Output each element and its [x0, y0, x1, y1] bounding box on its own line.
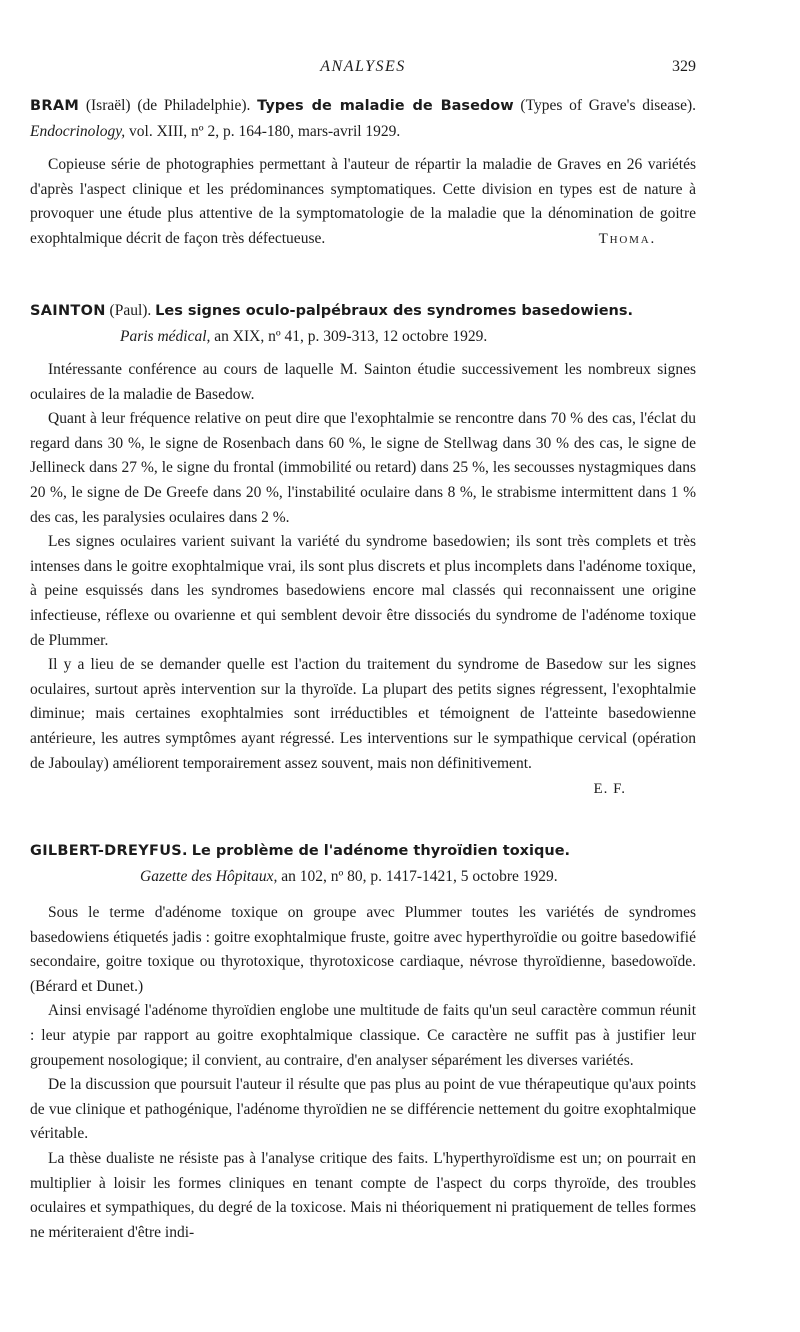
article-journal: Gazette des Hôpitaux, — [140, 868, 278, 885]
article-gilbert-dreyfus — [30, 838, 696, 1245]
article-title: Le problème de l'adénome thyroïdien toxique. — [191, 843, 571, 859]
article-journal: Endocrinology, — [30, 123, 126, 140]
article-citation-ref — [30, 324, 696, 349]
article-paragraph: Copieuse série de photographies permettant à l'auteur de répartir la maladie de Graves en 26 variétés d'après l'aspect clinique et les prédominances symptomatiques. Cette division en types est de nature à provoquer une étude plus attentive de la symptomatologie de la maladie que la dénomination de goitre exophtalmique décrit de façon très défectueuse. — [30, 156, 696, 247]
article-sainton — [30, 298, 696, 802]
article-paragraph: Ainsi envisagé l'adénome thyroïdien englobe une multitude de faits qu'un seul caractère commun réunit : leur atypie par rapport au goitre exophtalmique classique. Ce caractère ne suffit pas à justifier leur groupement nosologique; il convient, au contraire, d'en analyser séparément les diverses variétés. — [30, 1002, 696, 1069]
article-signature: Thoma. — [598, 231, 656, 248]
article-author: BRAM — [30, 98, 80, 114]
article-author-detail: (Paul). — [109, 302, 152, 319]
article-paragraph: Les signes oculaires varient suivant la variété du syndrome basedowien; ils sont très complets et très intenses dans le goitre exophtalmique vrai, ils sont plus discrets et plus incomplets dans l'adénome toxique, à peine esquissés dans les syndromes basedowiens encore mal classés qui reconnaissent une origine infectieuse, réflexe ou ovarienne et qui semblent devoir être dissociés du syndrome de l'adénome toxique de Plummer. — [30, 533, 696, 649]
article-paragraph: Il y a lieu de se demander quelle est l'action du traitement du syndrome de Basedow sur les signes oculaires, surtout après intervention sur la thyroïde. La plupart des petits signes régressent, l'exophtalmie diminue; mais certaines exophtalmies sont irréductibles et témoignent de l'atteinte basedowienne antérieure, les autres symptômes ayant régressé. Les interventions sur le sympathique cervical (opération de Jaboulay) améliorent temporairement assez souvent, mais non définitivement. — [30, 656, 696, 772]
article-citation — [30, 298, 696, 324]
article-bram — [30, 93, 696, 252]
article-citation — [30, 93, 696, 144]
article-paragraph: Quant à leur fréquence relative on peut dire que l'exophtalmie se rencontre dans 70 % des cas, l'éclat du regard dans 30 %, le signe de Rosenbach dans 60 %, le signe de Stellwag dans 30 % des cas, le signe de Jellineck dans 27 %, le signe du frontal (immobilité ou retard) dans 25 %, les secousses nystagmiques dans 20 %, le signe de De Greefe dans 20 %, l'instabilité oculaire dans 8 %, le strabisme intermittent dans 1 % des cas, les paralysies oculaires dans 2 %. — [30, 410, 696, 526]
article-citation-ref — [30, 864, 696, 889]
article-paragraph: Sous le terme d'adénome toxique on groupe avec Plummer toutes les variétés de syndromes basedowiens étiquetés jadis : goitre exophtalmique fruste, goitre avec hyperthyroïdie ou goitre basedowifié secondaire, goitre toxique ou thyrotoxique, thyrotoxicose cardiaque, névrose thyroïdienne, basedowoïde. (Bérard et Dunet.) — [30, 904, 696, 995]
article-author: SAINTON — [30, 303, 106, 319]
running-title: ANALYSES — [320, 58, 406, 75]
article-paragraph: De la discussion que poursuit l'auteur il résulte que pas plus au point de vue thérapeutique qu'aux points de vue clinique et pathogénique, l'adénome thyroïdien ne se différencie nettement du goitre exophtalmique véritable. — [30, 1076, 696, 1143]
article-signature: E. F. — [593, 781, 626, 798]
article-paragraph: La thèse dualiste ne résiste pas à l'analyse critique des faits. L'hyperthyroïdisme est un; on pourrait en multiplier à loisir les formes cliniques en tenant compte de l'aspect du corps thyroïde, des troubles oculaires et sympathiques, du degré de la toxicose. Mais ni théoriquement ni pratiquement de telles formes ne mériteraient d'être indi- — [30, 1149, 696, 1241]
article-journal: Paris médical, — [120, 328, 211, 345]
page-number: 329 — [672, 58, 696, 75]
article-reference: vol. XIII, nº 2, p. 164-180, mars-avril 1929. — [129, 123, 401, 140]
article-title: Types de maladie de Basedow — [257, 98, 514, 114]
article-author: GILBERT-DREYFUS. — [30, 843, 188, 859]
article-paragraph: Intéressante conférence au cours de laquelle M. Sainton étudie successivement les nombreux signes oculaires de la maladie de Basedow. — [30, 361, 696, 403]
article-citation — [30, 838, 696, 864]
article-reference: an 102, nº 80, p. 1417-1421, 5 octobre 1929. — [281, 868, 558, 885]
article-title-note: (Types of Grave's disease). — [520, 97, 697, 114]
article-author-detail: (Israël) (de Philadelphie). — [85, 97, 251, 114]
article-reference: an XIX, nº 41, p. 309-313, 12 octobre 1929. — [214, 328, 488, 345]
article-title: Les signes oculo-palpébraux des syndromes basedowiens. — [155, 303, 633, 319]
running-header — [30, 58, 696, 80]
